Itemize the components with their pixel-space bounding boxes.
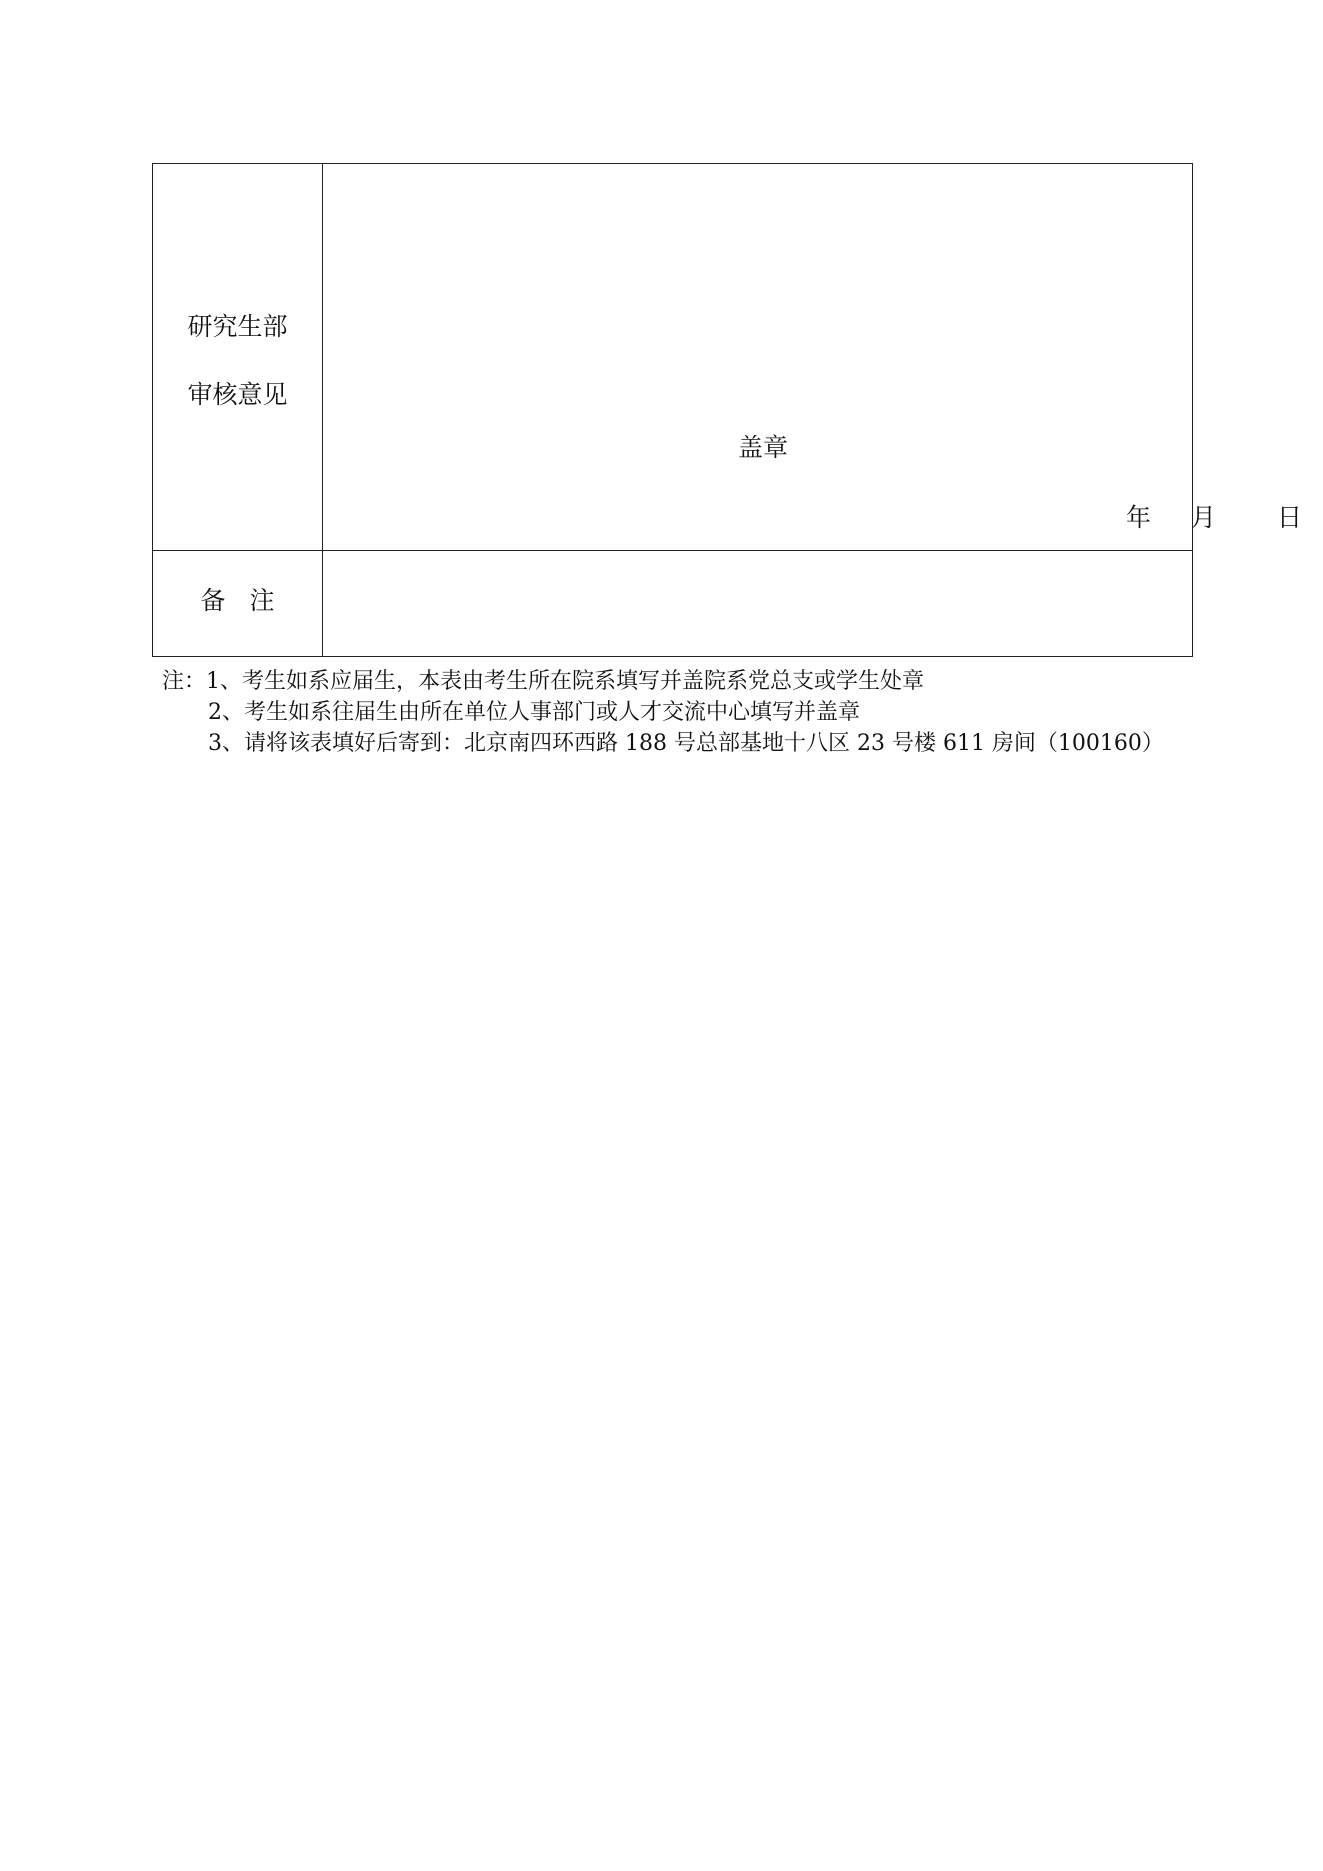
remarks-row	[153, 551, 1192, 656]
note-line-3: 3、请将该表填好后寄到：北京南四环西路 188 号总部基地十八区 23 号楼 611 房间（100160）	[208, 731, 1164, 756]
date-month-label: 月	[1191, 503, 1217, 532]
footnotes	[162, 666, 1192, 759]
review-label-cell	[153, 164, 323, 550]
seal-label: 盖章	[738, 433, 789, 462]
review-label-line-2: 审核意见	[187, 380, 288, 409]
remarks-label-cell	[153, 551, 323, 656]
date-year-label: 年	[1126, 503, 1152, 532]
review-opinion-cell[interactable]	[323, 164, 1303, 550]
remarks-content-cell[interactable]	[323, 551, 1192, 656]
remarks-label: 备注	[200, 586, 299, 615]
date-day-label: 日	[1277, 503, 1303, 532]
note-line-2: 2、考生如系往届生由所在单位人事部门或人才交流中心填写并盖章	[208, 700, 860, 725]
review-form-table	[152, 163, 1303, 657]
review-label-line-1: 研究生部	[187, 312, 288, 341]
review-row	[153, 164, 1303, 551]
note-line-1: 注：1、考生如系应届生，本表由考生所在院系填写并盖院系党总支或学生处章	[162, 669, 924, 694]
